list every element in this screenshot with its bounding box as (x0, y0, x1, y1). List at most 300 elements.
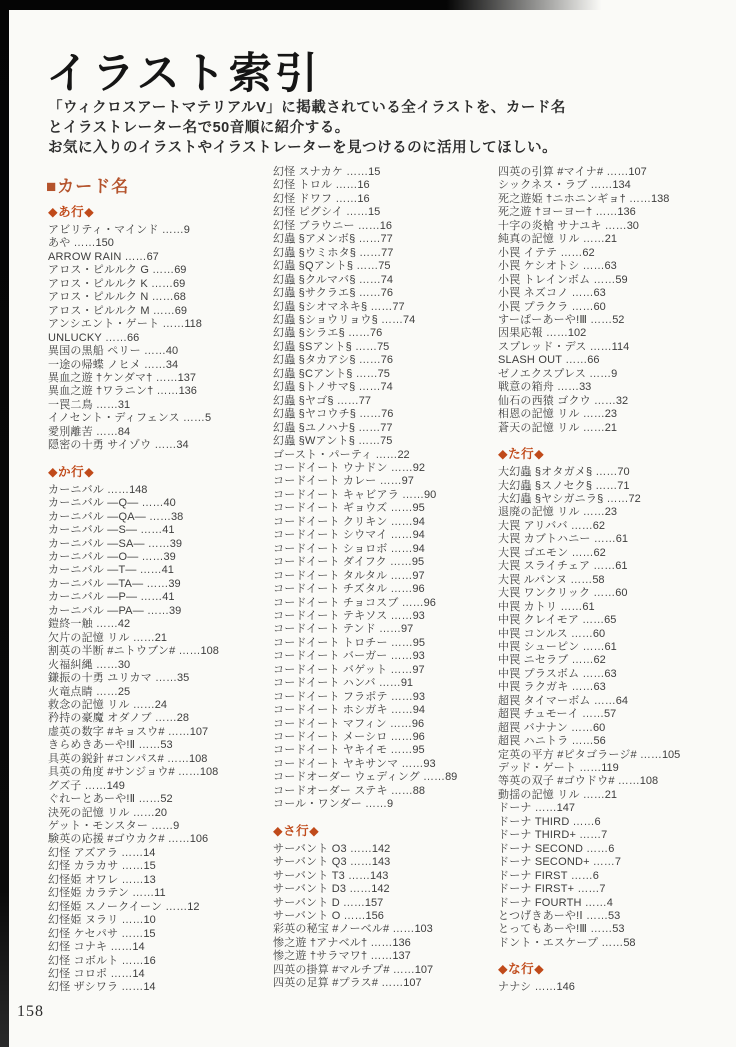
entry-page: 7 (599, 883, 606, 896)
index-entry (48, 511, 266, 524)
index-entry (273, 341, 491, 354)
entry-page: 58 (623, 936, 636, 949)
entry-page: 146 (556, 981, 575, 994)
index-entry (498, 287, 716, 300)
entry-leader-dots: …… (140, 345, 166, 358)
index-entry (498, 179, 716, 192)
index-entry (273, 556, 491, 569)
entry-page: 23 (604, 408, 617, 421)
entry-name: 小罠 ケシオトシ (498, 260, 580, 273)
entry-leader-dots: …… (387, 704, 413, 717)
index-entry (273, 785, 491, 798)
entry-name: アンシエント・ゲート (48, 318, 160, 331)
entry-name: 幻蟲 §シオマネキ§ (273, 300, 368, 313)
entry-leader-dots: …… (118, 981, 144, 994)
entry-page: 52 (160, 793, 173, 806)
entry-name: 異血之遊 †ワラニン† (48, 385, 154, 398)
index-entry (48, 439, 266, 452)
index-entry (498, 480, 716, 493)
entry-leader-dots: …… (375, 623, 402, 636)
entry-name: 定英の平方 #ピタゴラージ# (498, 748, 637, 761)
entry-leader-dots: …… (118, 954, 144, 967)
entry-name: 幻蟲 §ヤゴ§ (273, 394, 334, 407)
entry-name: 因果応報 (498, 327, 543, 340)
entry-page: 107 (628, 166, 647, 178)
entry-name: ぐれーとあーや!Ⅱ (48, 793, 136, 806)
intro-paragraph (48, 98, 688, 158)
entry-leader-dots: …… (129, 698, 155, 711)
entry-leader-dots: …… (367, 936, 393, 949)
entry-leader-dots: …… (567, 519, 593, 532)
index-entry (273, 260, 491, 273)
entry-name: とつげきあーや!Ⅰ (498, 910, 583, 923)
index-entry (273, 623, 491, 636)
index-entry (48, 955, 266, 968)
entry-name: 験英の応援 #ゴウカク# (48, 833, 165, 846)
index-entry (273, 637, 491, 650)
index-entry (498, 802, 716, 815)
index-entry (498, 749, 716, 762)
index-entry (273, 408, 491, 421)
entry-leader-dots: …… (579, 408, 605, 421)
index-entry (273, 731, 491, 744)
entry-name: 中罠 カトリ (498, 600, 558, 613)
entry-leader-dots: …… (601, 219, 627, 232)
entry-page: 14 (143, 846, 156, 859)
entry-name: 鎧終一触 (48, 618, 93, 631)
entry-name: きらめきあーや!Ⅱ (48, 739, 136, 752)
index-entry (273, 354, 491, 367)
entry-name: カーニバル —S— (48, 524, 138, 537)
entry-name: 幻怪姫 カラテン (48, 887, 130, 900)
entry-page: 75 (380, 435, 393, 448)
index-entry (48, 659, 266, 672)
index-entry (273, 422, 491, 435)
entry-name: コードイート バーガー (273, 650, 388, 663)
entry-name: コードイート キャビアラ (273, 488, 399, 501)
entry-name: 死之遊 †ヨーヨー† (498, 206, 593, 219)
entry-page: 103 (414, 923, 433, 936)
index-entry (498, 220, 716, 233)
entry-leader-dots: …… (153, 385, 179, 398)
entry-page: 96 (412, 731, 425, 744)
entry-leader-dots: …… (568, 546, 594, 559)
index-entry (273, 435, 491, 448)
entry-page: 30 (626, 219, 639, 232)
intro-line: 「ウィクロスアートマテリアルV」に掲載されている全イラストを、カード名 (48, 100, 566, 116)
entry-name: 鎌振の十勇 ユリカマ (48, 672, 152, 685)
entry-leader-dots: …… (340, 910, 366, 923)
index-entry (498, 381, 716, 394)
entry-leader-dots: …… (333, 394, 359, 407)
index-entry (498, 708, 716, 721)
entry-name: 仙石の西猿 ゴクウ (498, 394, 591, 407)
entry-name: シックネス・ラブ (498, 179, 588, 192)
entry-leader-dots: …… (162, 900, 188, 913)
entry-page: 52 (612, 313, 625, 326)
index-entry (498, 641, 716, 654)
entry-leader-dots: …… (138, 550, 164, 563)
entry-name: カーニバル —T— (48, 564, 137, 577)
entry-name: 大幻蟲 §オタガメ§ (498, 466, 593, 479)
index-entry (48, 941, 266, 954)
entry-page: 95 (411, 556, 425, 569)
entry-name: サーバント D (273, 896, 340, 909)
index-entry (48, 901, 266, 914)
index-entry (48, 780, 266, 793)
index-entry (273, 206, 491, 219)
entry-name: コードイート チズタル (273, 583, 388, 596)
entry-leader-dots: …… (420, 771, 446, 784)
index-entry (498, 668, 716, 681)
entry-name: 幻怪 トロル (273, 179, 333, 192)
entry-page: 95 (412, 636, 426, 649)
entry-page: 15 (368, 166, 381, 178)
entry-name: 一罠二鳥 (48, 398, 93, 411)
entry-leader-dots: …… (138, 497, 164, 510)
intro-line: お気に入りのイラストやイラストレーターを見つけるのに活用してほしい。 (48, 140, 558, 156)
entry-page: 77 (392, 300, 405, 313)
entry-name: 幻怪 コナキ (48, 941, 108, 954)
index-entry (48, 699, 266, 712)
index-entry (273, 287, 491, 300)
index-entry (498, 368, 716, 381)
entry-name: ドーナ FOURTH (498, 896, 582, 909)
entry-page: 142 (371, 883, 390, 896)
entry-leader-dots: …… (163, 752, 189, 765)
index-entry (498, 233, 716, 246)
index-entry (498, 260, 716, 273)
entry-leader-dots: …… (387, 650, 413, 663)
entry-name: 虚英の数字 #キョスウ# (48, 725, 165, 738)
entry-page: 77 (381, 246, 394, 259)
index-entry (273, 395, 491, 408)
entry-leader-dots: …… (582, 910, 608, 923)
entry-leader-dots: …… (352, 340, 378, 353)
entry-name: SLASH OUT (498, 354, 563, 367)
entry-page: 106 (189, 833, 209, 846)
entry-leader-dots: …… (355, 421, 381, 434)
entry-leader-dots: …… (579, 421, 605, 434)
entry-name: 超罠 チュモーイ (498, 708, 579, 721)
entry-name: 中罠 シューピン (498, 640, 580, 653)
entry-name: 大罠 ルパンヌ (498, 573, 568, 586)
entry-page: 5 (204, 412, 212, 425)
entry-leader-dots: …… (118, 927, 144, 940)
entry-leader-dots: …… (367, 950, 393, 963)
entry-name: 異血之遊 †ケンダマ† (48, 371, 153, 384)
entry-leader-dots: …… (583, 842, 609, 855)
entry-leader-dots: …… (81, 779, 107, 792)
entry-name: 惨之遊 †アナベル† (273, 936, 368, 949)
index-entry (48, 766, 266, 779)
entry-leader-dots: …… (159, 318, 185, 331)
index-entry (48, 753, 266, 766)
index-entry (498, 829, 716, 842)
index-entry (48, 372, 266, 385)
index-entry (48, 318, 266, 331)
entry-page: 31 (117, 398, 131, 411)
entry-page: 97 (401, 475, 414, 488)
entry-leader-dots: …… (587, 179, 613, 192)
entry-page: 23 (604, 506, 617, 519)
entry-page: 66 (587, 354, 600, 367)
entry-name: 小罠 イテテ (498, 246, 558, 259)
index-entry (498, 695, 716, 708)
entry-page: 20 (154, 806, 167, 819)
entry-name: 幻怪姫 オワレ (48, 873, 119, 886)
entry-page: 68 (173, 291, 186, 304)
entry-name: サーバント Q3 (273, 856, 347, 869)
entry-name: ドーナ THIRD (498, 815, 570, 828)
entry-name: 小罠 トレインボム (498, 273, 591, 286)
entry-leader-dots: …… (578, 708, 604, 721)
entry-page: 119 (601, 762, 619, 775)
entry-page: 60 (593, 300, 606, 313)
index-entry (498, 560, 716, 573)
entry-page: 4 (606, 896, 613, 909)
entry-page: 157 (364, 896, 384, 909)
entry-page: 62 (592, 519, 605, 532)
entry-page: 41 (162, 591, 175, 604)
entry-page: 15 (143, 860, 156, 873)
entry-name: 死之遊姫 †ニホニンギョ† (498, 192, 626, 205)
entry-leader-dots: …… (158, 224, 184, 236)
entry-leader-dots: …… (387, 502, 413, 515)
entry-page: 148 (129, 483, 148, 496)
index-entry (498, 628, 716, 641)
entry-page: 14 (132, 968, 145, 981)
entry-page: 10 (143, 914, 156, 927)
entry-page: 114 (611, 340, 630, 353)
index-entry (498, 870, 716, 883)
entry-name: ゲット・モンスター (48, 820, 149, 833)
entry-leader-dots: …… (355, 273, 381, 286)
index-entry (498, 789, 716, 802)
entry-page: 94 (412, 529, 425, 542)
index-entry (273, 368, 491, 381)
entry-page: 41 (162, 524, 175, 537)
entry-page: 107 (414, 963, 434, 976)
entry-name: 中罠 クレイモア (498, 614, 580, 627)
entry-name: 異国の黒船 ペリー (48, 345, 141, 358)
entry-leader-dots: …… (355, 233, 381, 246)
entry-leader-dots: …… (387, 515, 413, 528)
entry-page: 61 (615, 533, 628, 546)
section-header: ◆な行◆ (498, 962, 545, 977)
entry-page: 9 (387, 798, 394, 811)
entry-page: 60 (592, 627, 606, 640)
entry-leader-dots: …… (398, 596, 424, 609)
entry-name: UNLUCKY (48, 331, 102, 344)
entry-leader-dots: …… (557, 600, 583, 613)
entry-page: 13 (143, 873, 156, 886)
index-entry (273, 610, 491, 623)
index-entry (273, 327, 491, 340)
entry-leader-dots: …… (356, 408, 382, 421)
entry-page: 136 (392, 936, 411, 949)
entry-page: 24 (154, 698, 167, 711)
index-entry (498, 314, 716, 327)
entry-leader-dots: …… (568, 654, 594, 667)
index-entry (273, 843, 491, 856)
entry-page: 76 (380, 354, 393, 367)
index-entry (48, 412, 266, 425)
entry-page: 59 (615, 273, 628, 286)
entry-leader-dots: …… (179, 412, 205, 425)
entry-name: コードイート チョコスブ (273, 596, 399, 609)
entry-leader-dots: …… (92, 618, 118, 631)
entry-name: 退廃の記憶 リル (498, 506, 580, 519)
index-entry (498, 533, 716, 546)
entry-leader-dots: …… (118, 860, 144, 873)
index-entry (498, 327, 716, 340)
entry-name: カーニバル —O— (48, 550, 139, 563)
index-entry (48, 264, 266, 277)
entry-leader-dots: …… (576, 829, 602, 842)
entry-leader-dots: …… (568, 287, 594, 300)
entry-page: 62 (593, 654, 606, 667)
entry-page: 94 (412, 704, 426, 717)
entry-page: 108 (199, 766, 219, 779)
entry-page: 95 (412, 502, 425, 515)
entry-page: 107 (403, 977, 422, 990)
entry-page: 21 (604, 233, 617, 246)
entry-name: 矜持の豪魔 オダノブ (48, 712, 152, 725)
entry-page: 143 (370, 869, 389, 882)
index-entry (48, 332, 266, 345)
entry-page: 9 (183, 224, 190, 236)
index-entry (273, 314, 491, 327)
entry-leader-dots: …… (389, 963, 415, 976)
entry-leader-dots: …… (554, 381, 580, 394)
entry-leader-dots: …… (164, 833, 190, 846)
entry-leader-dots: …… (367, 300, 393, 313)
entry-leader-dots: …… (107, 941, 133, 954)
index-entry (273, 856, 491, 869)
index-column-1 (48, 205, 266, 995)
entry-leader-dots: …… (542, 327, 568, 340)
entry-name: アビリティ・マインド (48, 224, 159, 236)
index-entry (273, 516, 491, 529)
entry-leader-dots: …… (567, 721, 593, 734)
entry-leader-dots: …… (355, 381, 381, 394)
entry-page: 67 (146, 250, 159, 263)
entry-name: 幻蟲 §アメンボ§ (273, 233, 356, 246)
entry-name: サーバント D3 (273, 883, 347, 896)
entry-page: 39 (163, 550, 176, 563)
index-entry (273, 247, 491, 260)
entry-page: 40 (165, 345, 179, 358)
entry-name: 救念の記憶 リル (48, 698, 130, 711)
entry-leader-dots: …… (567, 573, 593, 586)
entry-leader-dots: …… (603, 492, 629, 505)
entry-leader-dots: …… (332, 179, 358, 192)
entry-page: 34 (176, 439, 189, 452)
entry-page: 22 (397, 448, 410, 461)
entry-leader-dots: …… (567, 627, 593, 640)
entry-name: 大罠 アリババ (498, 519, 568, 532)
entry-page: 76 (380, 287, 393, 300)
entry-name: 一途の帰蝶 ノヒメ (48, 358, 141, 371)
entry-page: 97 (401, 623, 414, 636)
entry-name: コードイート バゲット (273, 663, 388, 676)
index-entry (273, 758, 491, 771)
index-entry (273, 475, 491, 488)
index-entry (48, 712, 266, 725)
index-entry (273, 529, 491, 542)
entry-leader-dots: …… (590, 273, 616, 286)
index-entry (273, 910, 491, 923)
entry-page: 91 (400, 677, 414, 690)
entry-leader-dots: …… (355, 435, 381, 448)
entry-name: カーニバル —QA— (48, 510, 146, 523)
entry-leader-dots: …… (101, 331, 128, 344)
section-header: ◆あ行◆ (48, 205, 95, 219)
entry-leader-dots: …… (568, 681, 594, 694)
entry-name: ドーナ SECOND+ (498, 856, 590, 869)
entry-name: 幻怪姫 スノークイーン (48, 900, 163, 913)
entry-page: 66 (127, 331, 140, 344)
index-entry (273, 870, 491, 883)
entry-leader-dots: …… (590, 587, 616, 600)
index-entry (498, 775, 716, 788)
entry-page: 16 (357, 179, 370, 192)
entry-name: 蒼天の記憶 リル (498, 421, 580, 434)
entry-leader-dots: …… (579, 667, 605, 680)
entry-page: 92 (412, 461, 426, 474)
entry-name: 幻蟲 §サクラエ§ (273, 287, 356, 300)
entry-leader-dots: …… (118, 846, 144, 859)
index-entry (498, 395, 716, 408)
entry-leader-dots: …… (355, 287, 381, 300)
entry-leader-dots: …… (589, 856, 615, 869)
entry-leader-dots: …… (579, 233, 605, 246)
entry-leader-dots: …… (361, 798, 388, 811)
entry-page: 136 (617, 206, 636, 219)
index-entry (273, 923, 491, 936)
entry-leader-dots: …… (355, 354, 381, 367)
index-entry (48, 686, 266, 699)
entry-page: 84 (117, 425, 131, 438)
entry-leader-dots: …… (346, 883, 372, 896)
entry-page: 57 (603, 708, 617, 721)
entry-name: 隠密の十勇 サイゾウ (48, 439, 152, 452)
entry-leader-dots: …… (342, 206, 368, 219)
entry-name: 愛別離苦 (48, 425, 93, 438)
entry-page: 75 (378, 260, 391, 273)
section-header: ◆か行◆ (48, 464, 95, 479)
entry-page: 102 (567, 327, 587, 340)
entry-page: 39 (168, 577, 181, 590)
entry-leader-dots: …… (579, 260, 605, 273)
index-entry (48, 278, 266, 291)
entry-leader-dots: …… (346, 856, 372, 869)
entry-name: 中罠 プラスボム (498, 667, 580, 680)
entry-name: コードイート ウナドン (273, 461, 388, 474)
index-entry (273, 964, 491, 977)
entry-page: 39 (168, 604, 182, 617)
entry-leader-dots: …… (387, 461, 413, 474)
entry-leader-dots: …… (92, 685, 118, 698)
index-entry (273, 937, 491, 950)
index-entry (273, 664, 491, 677)
entry-leader-dots: …… (175, 645, 201, 658)
entry-leader-dots: …… (568, 735, 594, 748)
entry-page: 134 (612, 179, 631, 192)
entry-leader-dots: …… (164, 725, 190, 738)
entry-name: 割英の半断 #ニトウブン# (48, 645, 176, 658)
